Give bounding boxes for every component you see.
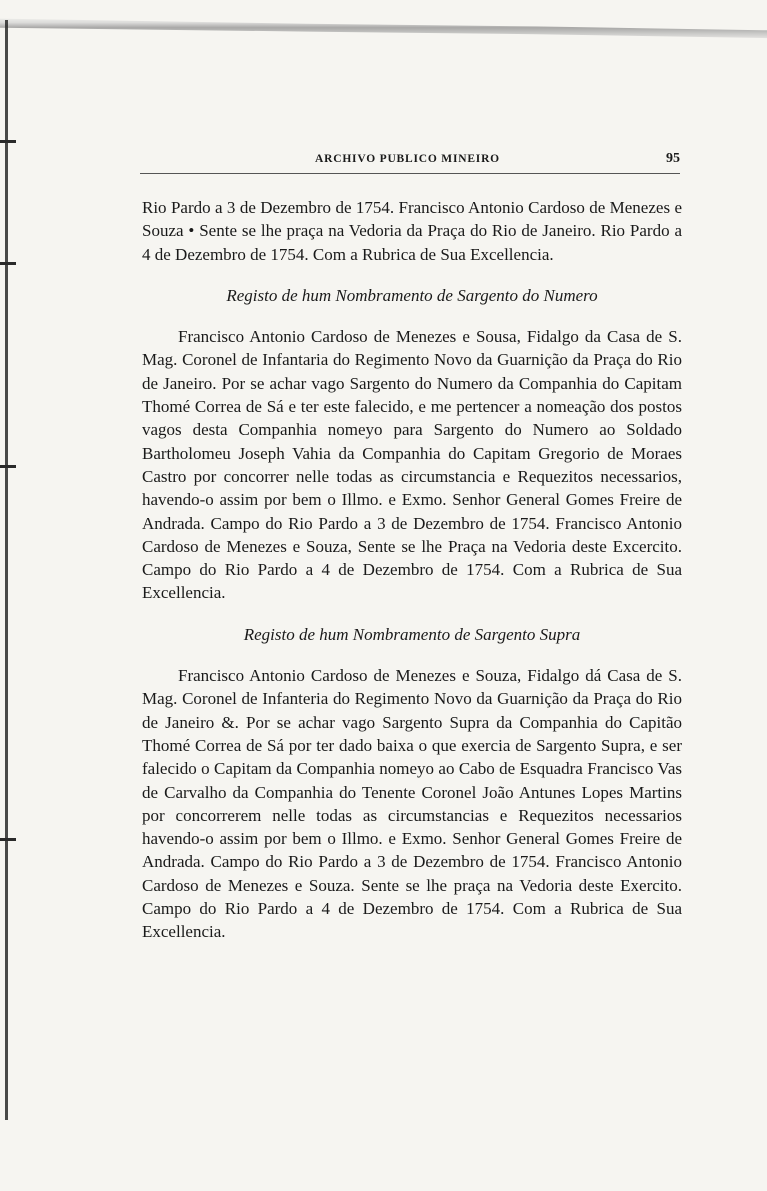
section-heading-sargento-supra: Registo de hum Nombramento de Sargento Supra	[243, 624, 581, 644]
running-header	[140, 151, 680, 174]
page-number: 95	[666, 151, 680, 166]
section-paragraph-sargento-supra: Francisco Antonio Cardoso de Menezes e Souza, Fidalgo dá Casa de S. Mag. Coronel de Infanteria do Regimento Novo da Guarnição da Praça do Rio de Janeiro &. Por se achar vago Sargento Supra da Companhia do Capitão Thomé Correa de Sá por ter dado baixa o que exercia de Sargento Supra, e ser falecido o Capitam da Companhia nomeyo ao Cabo de Esquadra Francisco Vas de Carvalho da Companhia do Tenente Coronel João Antunes Lopes Martins por concorrerem nelle todas as circumstancias e Requezitos necessarios havendo-o assim por bem o Illmo. e Exmo. Senhor General Gomes Freire de Andrada. Campo do Rio Pardo a 3 de Dezembro de 1754. Francisco Antonio Cardoso de Menezes e Souza. Sente se lhe praça na Vedoria deste Exercito. Campo do Rio Pardo a 4 de Dezembro de 1754. Com a Rubrica de Sua Excellencia.	[142, 666, 682, 942]
section-paragraph-sargento-numero: Francisco Antonio Cardoso de Menezes e Sousa, Fidalgo da Casa de S. Mag. Coronel de Infantaria do Regimento Novo da Guarnição da Praça do Rio de Janeiro. Por se achar vago Sargento do Numero da Companhia do Capitam Thomé Correa de Sá e ter este falecido, e me pertencer a nomeação dos postos vagos desta Companhia nomeyo para Sargento do Numero ao Soldado Bartholomeu Joseph Vahia da Companhia do Capitam Gregorio de Moraes Castro por concorrer nelle todas as circumstancia e Requezitos necessarios, havendo-o assim por bem o Illmo. e Exmo. Senhor General Gomes Freire de Andrada. Campo do Rio Pardo a 3 de Dezembro de 1754. Francisco Antonio Cardoso de Menezes e Souza, Sente se lhe Praça na Vedoria deste Excercito. Campo do Rio Pardo a 4 de Dezembro de 1754. Com a Rubrica de Sua Excellencia.	[142, 327, 682, 603]
section-heading-sargento-numero: Registo de hum Nombramento de Sargento do Numero	[226, 285, 598, 305]
opening-paragraph: Rio Pardo a 3 de Dezembro de 1754. Francisco Antonio Cardoso de Menezes e Souza • Sente se lhe praça na Vedoria da Praça do Rio de Janeiro. Rio Pardo a 4 de Dezembro de 1754. Com a Rubrica de Sua Excellencia.	[142, 198, 682, 264]
scan-mark	[0, 262, 16, 265]
scan-left-edge	[5, 20, 8, 1120]
running-title: ARCHIVO PUBLICO MINEIRO	[315, 153, 500, 165]
page-body	[142, 196, 682, 944]
scan-mark	[0, 465, 16, 468]
scan-top-edge	[0, 16, 767, 42]
scan-mark	[0, 140, 16, 143]
scan-mark	[0, 838, 16, 841]
